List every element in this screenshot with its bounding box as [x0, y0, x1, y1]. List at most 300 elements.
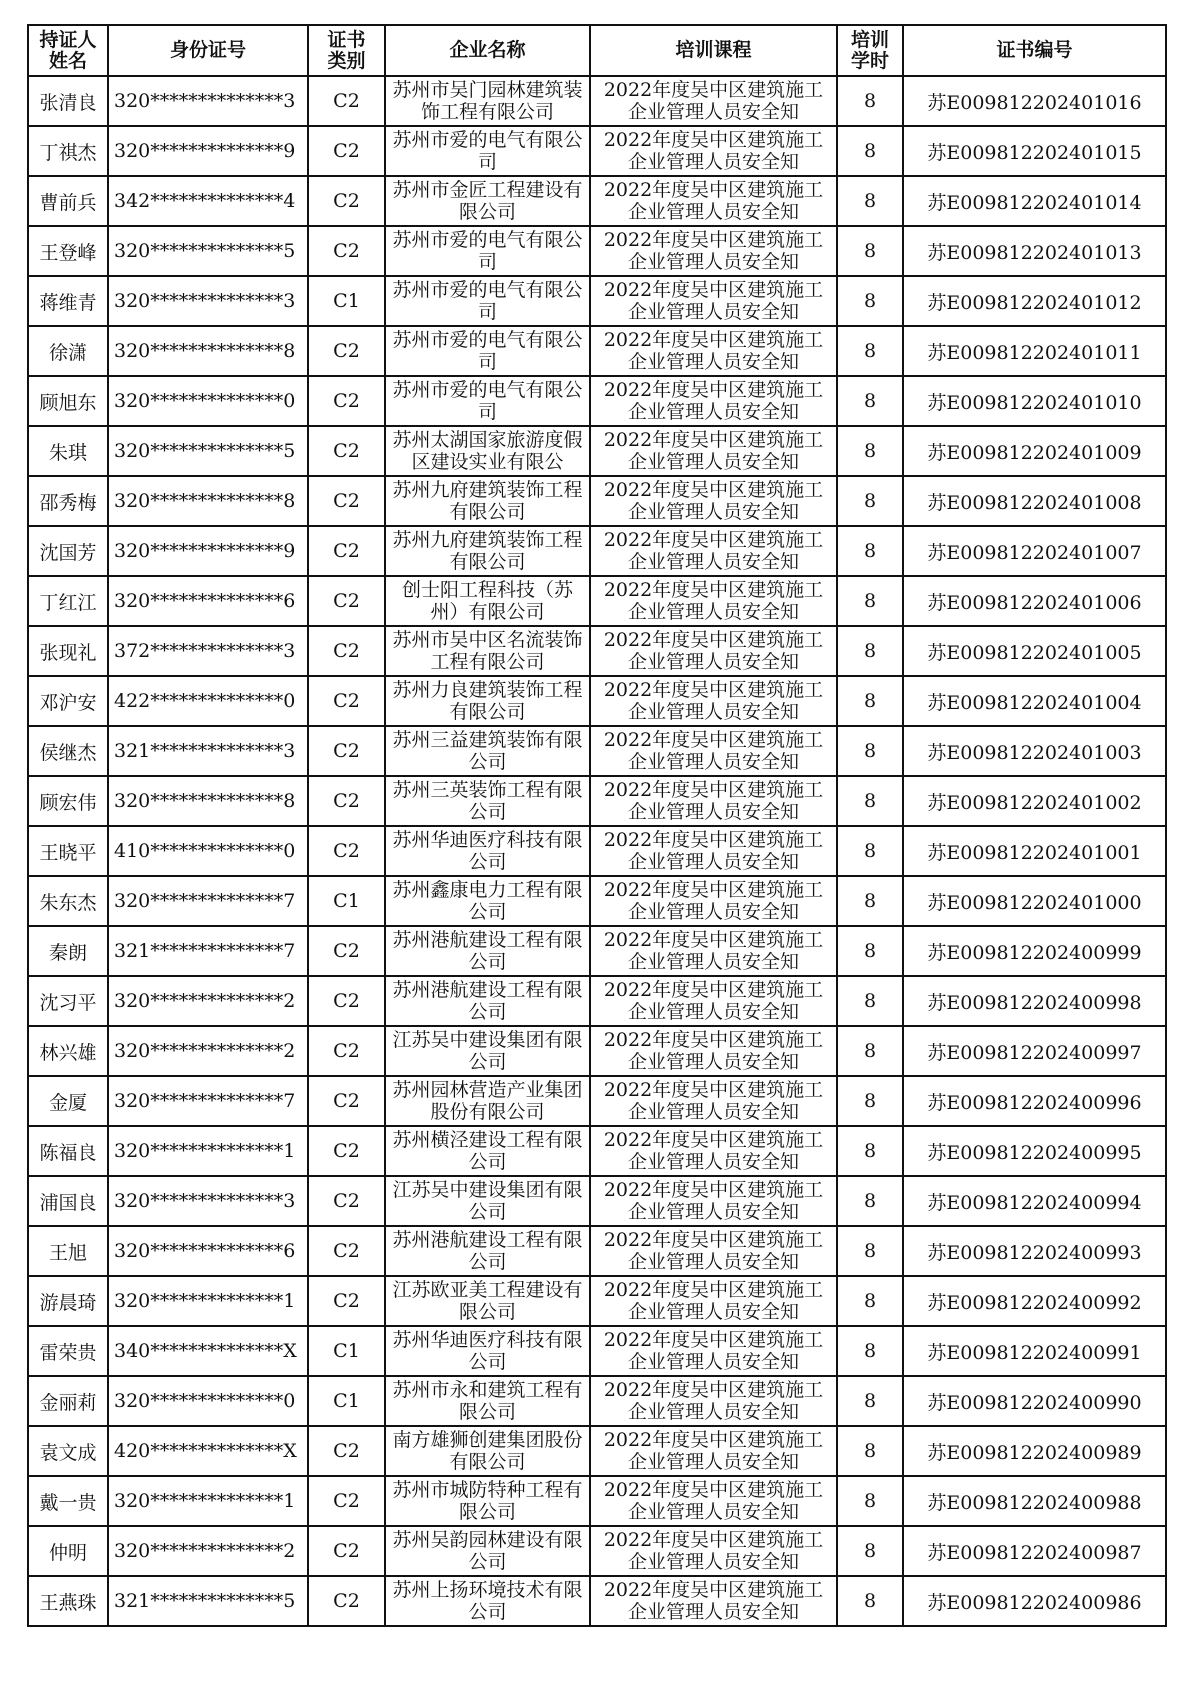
cell-hours: 8: [837, 926, 903, 976]
table-row: [28, 376, 1166, 426]
cell-id-number: 320**************1: [108, 1276, 308, 1326]
cell-cert-type: C2: [308, 326, 385, 376]
cell-cert-type: C2: [308, 1126, 385, 1176]
table-row: [28, 1526, 1166, 1576]
cell-cert-type: C1: [308, 1376, 385, 1426]
cell-cert-no: 苏E009812202400999: [903, 926, 1166, 976]
cell-course-text: 2022年度吴中区建筑施工企业管理人员安全知: [603, 228, 824, 273]
cell-course: [590, 1076, 837, 1126]
cell-company: [385, 1226, 590, 1276]
cell-course-text: 2022年度吴中区建筑施工企业管理人员安全知: [603, 428, 824, 473]
table-row: [28, 126, 1166, 176]
cell-id-number: 321**************3: [108, 726, 308, 776]
cell-cert-type: C2: [308, 226, 385, 276]
table-row: [28, 1276, 1166, 1326]
cell-company-text: 苏州市金匠工程建设有限公司: [392, 178, 583, 223]
cell-hours: 8: [837, 126, 903, 176]
cell-company: [385, 976, 590, 1026]
cell-company-text: 江苏欧亚美工程建设有限公司: [392, 1278, 583, 1323]
cell-company: [385, 526, 590, 576]
cell-course: [590, 876, 837, 926]
cell-cert-type: C2: [308, 476, 385, 526]
cell-hours: 8: [837, 776, 903, 826]
cell-course: [590, 326, 837, 376]
cell-name: 丁祺杰: [28, 126, 108, 176]
cell-company: [385, 1326, 590, 1376]
cell-hours: 8: [837, 526, 903, 576]
cell-company-text: 苏州港航建设工程有限公司: [392, 978, 583, 1023]
cell-company-text: 苏州华迪医疗科技有限公司: [392, 828, 583, 873]
cell-course: [590, 76, 837, 126]
cell-course-text: 2022年度吴中区建筑施工企业管理人员安全知: [603, 778, 824, 823]
cell-course: [590, 126, 837, 176]
cell-company-text: 苏州市城防特种工程有限公司: [392, 1478, 583, 1523]
cell-id-number: 320**************0: [108, 1376, 308, 1426]
cell-id-number: 320**************2: [108, 976, 308, 1026]
cell-name: 金厦: [28, 1076, 108, 1126]
cell-name: 浦国良: [28, 1176, 108, 1226]
cell-hours: 8: [837, 276, 903, 326]
header-hours: 培训学时: [837, 25, 903, 76]
cell-name: 秦朗: [28, 926, 108, 976]
cell-cert-no: 苏E009812202400997: [903, 1026, 1166, 1076]
cell-course-text: 2022年度吴中区建筑施工企业管理人员安全知: [603, 1228, 824, 1273]
cell-name: 王燕珠: [28, 1576, 108, 1626]
cell-cert-type: C2: [308, 1226, 385, 1276]
cell-cert-type: C2: [308, 426, 385, 476]
cell-company-text: 江苏吴中建设集团有限公司: [392, 1178, 583, 1223]
cell-course-text: 2022年度吴中区建筑施工企业管理人员安全知: [603, 728, 824, 773]
cell-company: [385, 176, 590, 226]
cell-company: [385, 1376, 590, 1426]
table-row: [28, 76, 1166, 126]
cell-cert-no: 苏E009812202400995: [903, 1126, 1166, 1176]
cell-course: [590, 1576, 837, 1626]
cell-company-text: 苏州港航建设工程有限公司: [392, 1228, 583, 1273]
cell-course: [590, 1126, 837, 1176]
cell-course-text: 2022年度吴中区建筑施工企业管理人员安全知: [603, 1478, 824, 1523]
cell-cert-no: 苏E009812202401010: [903, 376, 1166, 426]
cell-company-text: 苏州九府建筑装饰工程有限公司: [392, 478, 583, 523]
cell-course-text: 2022年度吴中区建筑施工企业管理人员安全知: [603, 1128, 824, 1173]
cell-company-text: 苏州九府建筑装饰工程有限公司: [392, 528, 583, 573]
table-body: [28, 76, 1166, 1626]
cell-company-text: 苏州三益建筑装饰有限公司: [392, 728, 583, 773]
cell-id-number: 340**************X: [108, 1326, 308, 1376]
cell-name: 沈国芳: [28, 526, 108, 576]
cell-hours: 8: [837, 1276, 903, 1326]
cell-company-text: 苏州市吴门园林建筑装饰工程有限公司: [392, 78, 583, 123]
cell-company-text: 苏州市爱的电气有限公司: [392, 128, 583, 173]
cell-cert-type: C2: [308, 626, 385, 676]
cell-company-text: 苏州市爱的电气有限公司: [392, 378, 583, 423]
cell-cert-no: 苏E009812202401012: [903, 276, 1166, 326]
table-row: [28, 426, 1166, 476]
table-row: [28, 876, 1166, 926]
cell-cert-no: 苏E009812202401005: [903, 626, 1166, 676]
cell-hours: 8: [837, 1476, 903, 1526]
cell-course: [590, 276, 837, 326]
cell-cert-type: C2: [308, 376, 385, 426]
cell-name: 张清良: [28, 76, 108, 126]
cell-cert-no: 苏E009812202400996: [903, 1076, 1166, 1126]
cell-name: 曹前兵: [28, 176, 108, 226]
cell-name: 朱琪: [28, 426, 108, 476]
cell-hours: 8: [837, 76, 903, 126]
table-row: [28, 326, 1166, 376]
cell-id-number: 372**************3: [108, 626, 308, 676]
table-row: [28, 176, 1166, 226]
table-row: [28, 926, 1166, 976]
cell-cert-no: 苏E009812202401009: [903, 426, 1166, 476]
table-row: [28, 1026, 1166, 1076]
cell-company-text: 苏州市永和建筑工程有限公司: [392, 1378, 583, 1423]
table-row: [28, 726, 1166, 776]
cell-id-number: 321**************5: [108, 1576, 308, 1626]
table-row: [28, 476, 1166, 526]
table-row: [28, 1426, 1166, 1476]
cell-cert-type: C2: [308, 826, 385, 876]
cell-id-number: 320**************7: [108, 876, 308, 926]
cell-name: 丁红江: [28, 576, 108, 626]
cell-name: 金丽莉: [28, 1376, 108, 1426]
cell-company: [385, 726, 590, 776]
cell-company-text: 创士阳工程科技（苏州）有限公司: [401, 578, 573, 623]
table-row: [28, 576, 1166, 626]
cell-company: [385, 1176, 590, 1226]
cell-name: 顾旭东: [28, 376, 108, 426]
cell-company: [385, 476, 590, 526]
cell-course: [590, 1276, 837, 1326]
cell-id-number: 342**************4: [108, 176, 308, 226]
cell-cert-no: 苏E009812202401002: [903, 776, 1166, 826]
cell-company: [385, 1276, 590, 1326]
cell-course-text: 2022年度吴中区建筑施工企业管理人员安全知: [603, 1078, 824, 1123]
cell-cert-no: 苏E009812202401001: [903, 826, 1166, 876]
cell-course-text: 2022年度吴中区建筑施工企业管理人员安全知: [603, 178, 824, 223]
cell-company: [385, 326, 590, 376]
cell-course: [590, 1326, 837, 1376]
cell-cert-type: C2: [308, 926, 385, 976]
cell-id-number: 320**************8: [108, 326, 308, 376]
cell-course: [590, 176, 837, 226]
cell-course: [590, 726, 837, 776]
cell-cert-no: 苏E009812202400998: [903, 976, 1166, 1026]
cell-company-text: 苏州三英装饰工程有限公司: [392, 778, 583, 823]
table-row: [28, 276, 1166, 326]
cell-company-text: 苏州力良建筑装饰工程有限公司: [392, 678, 583, 723]
cell-cert-type: C1: [308, 876, 385, 926]
cell-cert-no: 苏E009812202400989: [903, 1426, 1166, 1476]
cell-company-text: 苏州横泾建设工程有限公司: [392, 1128, 583, 1173]
cell-company: [385, 276, 590, 326]
cell-course-text: 2022年度吴中区建筑施工企业管理人员安全知: [603, 278, 824, 323]
table-row: [28, 676, 1166, 726]
cell-course: [590, 1426, 837, 1476]
cell-course-text: 2022年度吴中区建筑施工企业管理人员安全知: [603, 378, 824, 423]
cell-course: [590, 526, 837, 576]
header-id: 身份证号: [108, 25, 308, 76]
cell-name: 雷荣贵: [28, 1326, 108, 1376]
cell-cert-no: 苏E009812202401000: [903, 876, 1166, 926]
cell-hours: 8: [837, 726, 903, 776]
cell-company-text: 苏州园林营造产业集团股份有限公司: [392, 1078, 583, 1123]
cell-course: [590, 626, 837, 676]
cell-hours: 8: [837, 1226, 903, 1276]
cell-name: 朱东杰: [28, 876, 108, 926]
table-row: [28, 1176, 1166, 1226]
table-row: [28, 776, 1166, 826]
cell-hours: 8: [837, 676, 903, 726]
cell-id-number: 320**************5: [108, 226, 308, 276]
cell-course: [590, 576, 837, 626]
table-row: [28, 976, 1166, 1026]
cell-company: [385, 826, 590, 876]
cell-company: [385, 1476, 590, 1526]
cell-cert-type: C2: [308, 676, 385, 726]
cell-cert-no: 苏E009812202401014: [903, 176, 1166, 226]
header-type: 证书类别: [308, 25, 385, 76]
cell-hours: 8: [837, 976, 903, 1026]
cell-cert-type: C2: [308, 126, 385, 176]
cell-course: [590, 1026, 837, 1076]
cell-course: [590, 1476, 837, 1526]
cell-name: 王晓平: [28, 826, 108, 876]
cell-cert-type: C2: [308, 1276, 385, 1326]
cell-course: [590, 776, 837, 826]
table-row: [28, 226, 1166, 276]
cell-cert-no: 苏E009812202401006: [903, 576, 1166, 626]
certificate-table: [27, 24, 1167, 1627]
cell-course: [590, 1376, 837, 1426]
cell-company-text: 苏州市吴中区名流装饰工程有限公司: [392, 628, 583, 673]
cell-hours: 8: [837, 176, 903, 226]
cell-cert-no: 苏E009812202400991: [903, 1326, 1166, 1376]
cell-course: [590, 376, 837, 426]
cell-name: 蒋维青: [28, 276, 108, 326]
cell-company: [385, 226, 590, 276]
cell-company: [385, 776, 590, 826]
cell-id-number: 422**************0: [108, 676, 308, 726]
cell-company-text: 苏州市爱的电气有限公司: [392, 278, 583, 323]
cell-course-text: 2022年度吴中区建筑施工企业管理人员安全知: [603, 1528, 824, 1573]
header-row: [28, 25, 1166, 76]
cell-cert-no: 苏E009812202400993: [903, 1226, 1166, 1276]
cell-company: [385, 1526, 590, 1576]
cell-course-text: 2022年度吴中区建筑施工企业管理人员安全知: [603, 1278, 824, 1323]
cell-company: [385, 376, 590, 426]
header-cert-no: 证书编号: [903, 25, 1166, 76]
cell-name: 侯继杰: [28, 726, 108, 776]
cell-hours: 8: [837, 426, 903, 476]
cell-cert-no: 苏E009812202401007: [903, 526, 1166, 576]
table-row: [28, 1226, 1166, 1276]
cell-cert-no: 苏E009812202400994: [903, 1176, 1166, 1226]
cell-id-number: 320**************1: [108, 1126, 308, 1176]
table-row: [28, 1076, 1166, 1126]
cell-id-number: 320**************9: [108, 526, 308, 576]
cell-company: [385, 426, 590, 476]
cell-name: 陈福良: [28, 1126, 108, 1176]
cell-company: [385, 676, 590, 726]
cell-course-text: 2022年度吴中区建筑施工企业管理人员安全知: [603, 1028, 824, 1073]
cell-name: 顾宏伟: [28, 776, 108, 826]
cell-id-number: 320**************6: [108, 576, 308, 626]
cell-company: [385, 1576, 590, 1626]
cell-name: 游晨琦: [28, 1276, 108, 1326]
cell-hours: 8: [837, 626, 903, 676]
cell-hours: 8: [837, 1026, 903, 1076]
cell-cert-type: C2: [308, 1426, 385, 1476]
cell-course: [590, 826, 837, 876]
cell-cert-type: C1: [308, 1326, 385, 1376]
table-row: [28, 1476, 1166, 1526]
cell-company: [385, 876, 590, 926]
cell-course-text: 2022年度吴中区建筑施工企业管理人员安全知: [603, 978, 824, 1023]
cell-cert-no: 苏E009812202401011: [903, 326, 1166, 376]
cell-company-text: 苏州太湖国家旅游度假区建设实业有限公: [392, 428, 583, 473]
cell-hours: 8: [837, 1426, 903, 1476]
cell-id-number: 320**************3: [108, 276, 308, 326]
cell-course-text: 2022年度吴中区建筑施工企业管理人员安全知: [603, 1578, 824, 1623]
cell-cert-type: C2: [308, 1026, 385, 1076]
cell-cert-type: C2: [308, 726, 385, 776]
cell-company-text: 苏州市爱的电气有限公司: [392, 328, 583, 373]
cell-id-number: 420**************X: [108, 1426, 308, 1476]
cell-company-text: 苏州市爱的电气有限公司: [392, 228, 583, 273]
cell-course-text: 2022年度吴中区建筑施工企业管理人员安全知: [603, 528, 824, 573]
cell-cert-no: 苏E009812202401004: [903, 676, 1166, 726]
table-row: [28, 1126, 1166, 1176]
cell-cert-no: 苏E009812202400992: [903, 1276, 1166, 1326]
cell-name: 沈习平: [28, 976, 108, 1026]
cell-cert-no: 苏E009812202401016: [903, 76, 1166, 126]
cell-course: [590, 1176, 837, 1226]
table-row: [28, 526, 1166, 576]
cell-course-text: 2022年度吴中区建筑施工企业管理人员安全知: [603, 678, 824, 723]
cell-name: 徐潇: [28, 326, 108, 376]
cell-course-text: 2022年度吴中区建筑施工企业管理人员安全知: [603, 828, 824, 873]
cell-company-text: 江苏吴中建设集团有限公司: [392, 1028, 583, 1073]
cell-hours: 8: [837, 1526, 903, 1576]
cell-company-text: 苏州鑫康电力工程有限公司: [392, 878, 583, 923]
cell-course-text: 2022年度吴中区建筑施工企业管理人员安全知: [603, 878, 824, 923]
cell-id-number: 320**************2: [108, 1026, 308, 1076]
cell-hours: 8: [837, 1076, 903, 1126]
cell-hours: 8: [837, 876, 903, 926]
cell-course-text: 2022年度吴中区建筑施工企业管理人员安全知: [603, 478, 824, 523]
cell-hours: 8: [837, 1126, 903, 1176]
cell-course-text: 2022年度吴中区建筑施工企业管理人员安全知: [603, 78, 824, 123]
cell-cert-type: C2: [308, 76, 385, 126]
cell-company: [385, 76, 590, 126]
cell-id-number: 320**************3: [108, 1176, 308, 1226]
cell-hours: 8: [837, 1176, 903, 1226]
cell-hours: 8: [837, 476, 903, 526]
cell-name: 王登峰: [28, 226, 108, 276]
cell-hours: 8: [837, 576, 903, 626]
cell-cert-type: C1: [308, 276, 385, 326]
cell-course-text: 2022年度吴中区建筑施工企业管理人员安全知: [603, 328, 824, 373]
cell-id-number: 320**************8: [108, 476, 308, 526]
cell-company: [385, 1126, 590, 1176]
cell-cert-no: 苏E009812202400988: [903, 1476, 1166, 1526]
header-course: 培训课程: [590, 25, 837, 76]
cell-course-text: 2022年度吴中区建筑施工企业管理人员安全知: [603, 1378, 824, 1423]
cell-cert-no: 苏E009812202401008: [903, 476, 1166, 526]
cell-cert-no: 苏E009812202401003: [903, 726, 1166, 776]
cell-company: [385, 126, 590, 176]
cell-company: [385, 926, 590, 976]
cell-hours: 8: [837, 326, 903, 376]
cell-name: 王旭: [28, 1226, 108, 1276]
cell-company-text: 苏州港航建设工程有限公司: [392, 928, 583, 973]
header-company: 企业名称: [385, 25, 590, 76]
cell-name: 仲明: [28, 1526, 108, 1576]
cell-id-number: 320**************2: [108, 1526, 308, 1576]
cell-cert-type: C2: [308, 576, 385, 626]
cell-hours: 8: [837, 376, 903, 426]
cell-id-number: 320**************9: [108, 126, 308, 176]
cell-cert-type: C2: [308, 526, 385, 576]
cell-cert-no: 苏E009812202401015: [903, 126, 1166, 176]
cell-company: [385, 626, 590, 676]
cell-cert-no: 苏E009812202401013: [903, 226, 1166, 276]
cell-name: 袁文成: [28, 1426, 108, 1476]
cell-id-number: 320**************1: [108, 1476, 308, 1526]
cell-cert-type: C2: [308, 776, 385, 826]
cell-course: [590, 926, 837, 976]
cell-cert-type: C2: [308, 1476, 385, 1526]
cell-course: [590, 976, 837, 1026]
table-row: [28, 1326, 1166, 1376]
cell-id-number: 320**************7: [108, 1076, 308, 1126]
cell-company: [385, 1426, 590, 1476]
cell-hours: 8: [837, 1326, 903, 1376]
cell-course: [590, 476, 837, 526]
cell-id-number: 321**************7: [108, 926, 308, 976]
cell-name: 戴一贵: [28, 1476, 108, 1526]
table-row: [28, 626, 1166, 676]
cell-name: 张现礼: [28, 626, 108, 676]
cell-cert-type: C2: [308, 1526, 385, 1576]
cell-company: [385, 576, 590, 626]
cell-company-text: 苏州吴韵园林建设有限公司: [392, 1528, 583, 1573]
cell-course-text: 2022年度吴中区建筑施工企业管理人员安全知: [603, 578, 824, 623]
cell-hours: 8: [837, 1576, 903, 1626]
cell-cert-type: C2: [308, 1076, 385, 1126]
table-row: [28, 1376, 1166, 1426]
table-row: [28, 826, 1166, 876]
cell-hours: 8: [837, 226, 903, 276]
cell-id-number: 320**************6: [108, 1226, 308, 1276]
cell-name: 林兴雄: [28, 1026, 108, 1076]
header-name: 持证人姓名: [28, 25, 108, 76]
cell-course: [590, 1526, 837, 1576]
cell-cert-no: 苏E009812202400986: [903, 1576, 1166, 1626]
cell-name: 邵秀梅: [28, 476, 108, 526]
cell-id-number: 410**************0: [108, 826, 308, 876]
cell-cert-type: C2: [308, 176, 385, 226]
cell-cert-no: 苏E009812202400990: [903, 1376, 1166, 1426]
cell-course-text: 2022年度吴中区建筑施工企业管理人员安全知: [603, 928, 824, 973]
cell-course-text: 2022年度吴中区建筑施工企业管理人员安全知: [603, 628, 824, 673]
cell-course: [590, 226, 837, 276]
cell-cert-type: C2: [308, 1576, 385, 1626]
cell-cert-no: 苏E009812202400987: [903, 1526, 1166, 1576]
cell-name: 邓沪安: [28, 676, 108, 726]
cell-course-text: 2022年度吴中区建筑施工企业管理人员安全知: [603, 1328, 824, 1373]
